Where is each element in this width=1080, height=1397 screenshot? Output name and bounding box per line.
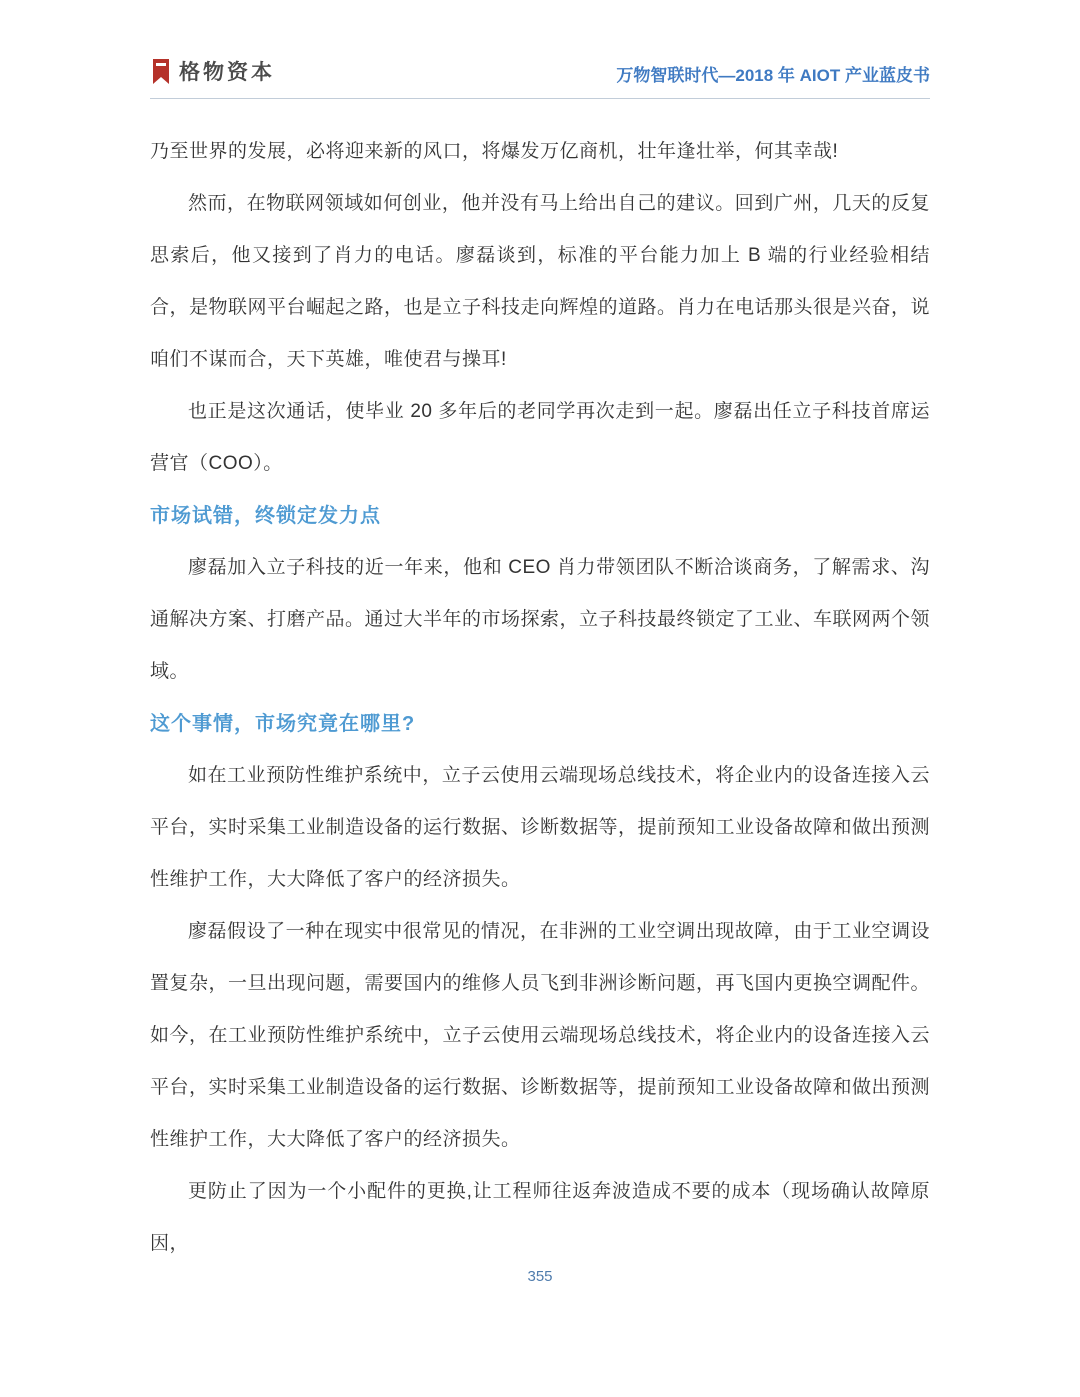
page-header [150, 58, 930, 99]
body-paragraph: 廖磊加入立子科技的近一年来，他和 CEO 肖力带领团队不断洽谈商务，了解需求、沟通解决方案、打磨产品。通过大半年的市场探索，立子科技最终锁定了工业、车联网两个领域。 [150, 557, 931, 682]
body-paragraph: 廖磊假设了一种在现实中很常见的情况，在非洲的工业空调出现故障，由于工业空调设置复杂，一旦出现问题，需要国内的维修人员飞到非洲诊断问题，再飞国内更换空调配件。如今，在工业预防性维护系统中，立子云使用云端现场总线技术，将企业内的设备连接入云平台，实时采集工业制造设备的运行数据、诊断数据等，提前预知工业设备故障和做出预测性维护工作，大大降低了客户的经济损失。 [150, 921, 931, 1150]
body-paragraph: 乃至世界的发展，必将迎来新的风口，将爆发万亿商机，壮年逢壮举，何其幸哉! [150, 141, 839, 162]
logo-icon [150, 58, 172, 86]
page-body [150, 126, 930, 1270]
body-paragraph: 也正是这次通话，使毕业 20 多年后的老同学再次走到一起。廖磊出任立子科技首席运营官（COO）。 [150, 401, 930, 474]
body-paragraph: 如在工业预防性维护系统中，立子云使用云端现场总线技术，将企业内的设备连接入云平台，实时采集工业制造设备的运行数据、诊断数据等，提前预知工业设备故障和做出预测性维护工作，大大降低了客户的经济损失。 [150, 765, 931, 890]
body-paragraph: 更防止了因为一个小配件的更换,让工程师往返奔波造成不要的成本（现场确认故障原因， [150, 1181, 930, 1254]
body-paragraph: 然而，在物联网领域如何创业，他并没有马上给出自己的建议。回到广州，几天的反复思索后，他又接到了肖力的电话。廖磊谈到，标准的平台能力加上 B 端的行业经验相结合，是物联网平台崛起之路，也是立子科技走向辉煌的道路。肖力在电话那头很是兴奋，说咱们不谋而合，天下英雄，唯使君与操耳! [150, 193, 931, 370]
logo [150, 58, 275, 86]
section-heading: 市场试错，终锁定发力点 [150, 505, 381, 527]
page-number: 355 [527, 1268, 553, 1285]
logo-text: 格物资本 [179, 60, 275, 84]
header-title: 万物智联时代—2018 年 AIOT 产业蓝皮书 [616, 65, 930, 85]
section-heading: 这个事情，市场究竟在哪里? [150, 713, 416, 735]
